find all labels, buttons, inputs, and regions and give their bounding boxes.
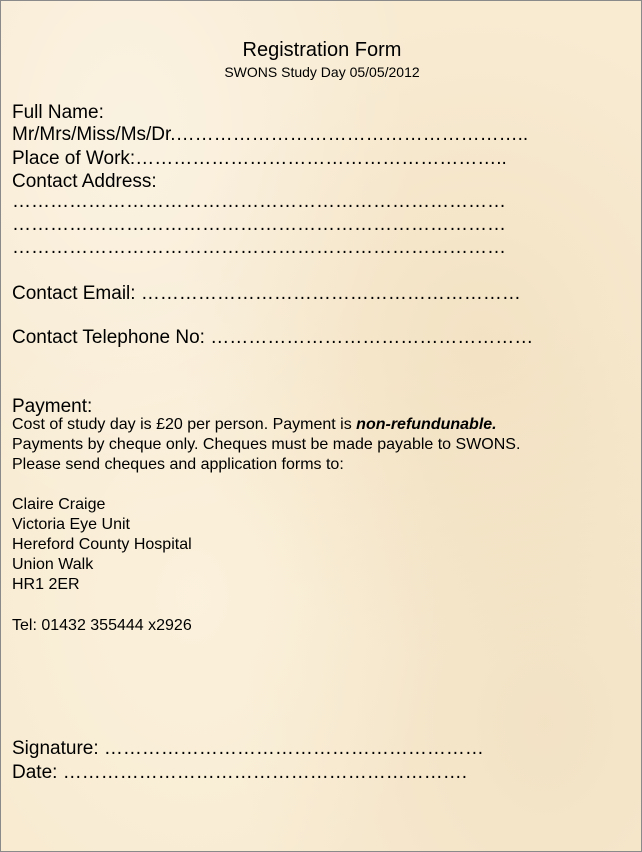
address-line-3[interactable]: …………………………………………………………………… — [12, 237, 506, 258]
full-name-label: Full Name: — [12, 102, 104, 123]
address-line-2[interactable]: …………………………………………………………………… — [12, 214, 506, 235]
contact-street: Union Walk — [12, 556, 94, 573]
contact-name: Claire Craige — [12, 496, 106, 513]
payment-cost-text: Cost of study day is £20 per person. Payment is — [12, 416, 357, 433]
place-of-work-field[interactable]: Place of Work:………………………………………………….. — [12, 148, 507, 169]
contact-unit: Victoria Eye Unit — [12, 516, 130, 533]
contact-postcode: HR1 2ER — [12, 576, 80, 593]
non-refundable-emphasis: non-refundunable. — [356, 416, 497, 433]
contact-telephone: Tel: 01432 355444 x2926 — [12, 617, 192, 634]
contact-telephone-field[interactable]: Contact Telephone No: …………………………………………… — [12, 327, 534, 348]
contact-address-label: Contact Address: — [12, 171, 157, 192]
form-title: Registration Form — [242, 39, 402, 61]
payment-cost-line — [12, 417, 497, 433]
title-name-field[interactable]: Mr/Mrs/Miss/Ms/Dr.……………………………………………….. — [12, 124, 529, 145]
payment-heading: Payment: — [12, 396, 93, 417]
address-line-1[interactable]: …………………………………………………………………… — [12, 191, 506, 212]
contact-hospital: Hereford County Hospital — [12, 536, 192, 553]
payment-send-line: Please send cheques and application forms to: — [12, 456, 344, 473]
form-subtitle: SWONS Study Day 05/05/2012 — [224, 64, 420, 80]
signature-field[interactable]: Signature: …………………………………………………… — [12, 738, 484, 759]
date-field[interactable]: Date: ………………………………………………………. — [12, 762, 467, 783]
payment-cheque-line: Payments by cheque only. Cheques must be made payable to SWONS. — [12, 436, 521, 453]
contact-email-field[interactable]: Contact Email: …………………………………………………… — [12, 283, 521, 304]
